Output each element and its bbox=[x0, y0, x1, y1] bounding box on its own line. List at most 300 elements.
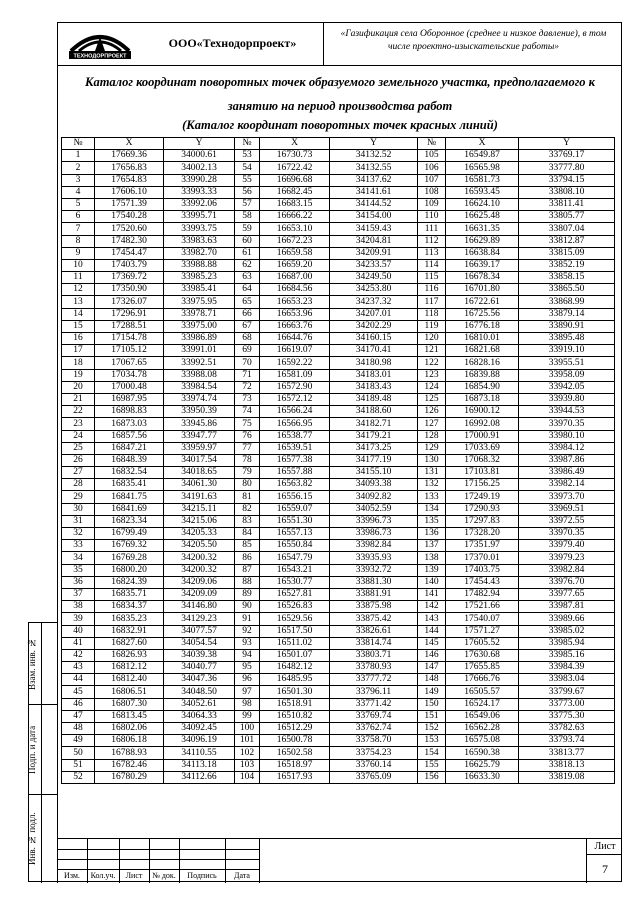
table-cell: 17403.79 bbox=[95, 259, 164, 271]
table-cell: 34132.55 bbox=[330, 162, 418, 174]
table-cell: 17571.27 bbox=[446, 625, 519, 637]
table-cell: 34207.01 bbox=[330, 308, 418, 320]
table-cell: 34002.13 bbox=[164, 162, 235, 174]
table-cell: 64 bbox=[235, 284, 260, 296]
table-row bbox=[62, 625, 615, 637]
table-cell: 68 bbox=[235, 333, 260, 345]
table-cell: 11 bbox=[62, 272, 95, 284]
table-cell: 34189.48 bbox=[330, 393, 418, 405]
table-cell: 17571.39 bbox=[95, 198, 164, 210]
table-cell: 34179.21 bbox=[330, 430, 418, 442]
table-cell: 57 bbox=[235, 198, 260, 210]
table-cell: 78 bbox=[235, 454, 260, 466]
table-cell: 16821.68 bbox=[446, 345, 519, 357]
table-cell: 50 bbox=[62, 747, 95, 759]
sheet-label: Лист bbox=[594, 841, 616, 852]
table-cell: 33982.70 bbox=[164, 247, 235, 259]
table-cell: 16556.15 bbox=[260, 491, 330, 503]
table-cell: 33969.51 bbox=[519, 503, 615, 515]
table-cell: 82 bbox=[235, 503, 260, 515]
table-cell: 16832.54 bbox=[95, 467, 164, 479]
table-row bbox=[62, 393, 615, 405]
side-cell-replacement bbox=[29, 623, 57, 705]
table-cell: 142 bbox=[418, 601, 446, 613]
table-cell: 16482.12 bbox=[260, 662, 330, 674]
table-cell: 126 bbox=[418, 406, 446, 418]
table-cell: 16659.20 bbox=[260, 259, 330, 271]
table-row bbox=[62, 662, 615, 674]
table-cell: 102 bbox=[235, 747, 260, 759]
table-cell: 16526.83 bbox=[260, 601, 330, 613]
table-cell: 33975.00 bbox=[164, 320, 235, 332]
table-cell: 16841.69 bbox=[95, 503, 164, 515]
table-cell: 16722.61 bbox=[446, 296, 519, 308]
table-row bbox=[62, 320, 615, 332]
table-cell: 14 bbox=[62, 308, 95, 320]
table-cell: 16813.45 bbox=[95, 710, 164, 722]
table-cell: 33975.95 bbox=[164, 296, 235, 308]
table-cell: 16847.21 bbox=[95, 442, 164, 454]
stamp-col-doc: № док. bbox=[152, 871, 176, 880]
table-cell: 34093.38 bbox=[330, 479, 418, 491]
table-cell: 93 bbox=[235, 637, 260, 649]
table-cell: 33985.94 bbox=[519, 637, 615, 649]
table-cell: 124 bbox=[418, 381, 446, 393]
table-row bbox=[62, 735, 615, 747]
table-cell: 40 bbox=[62, 625, 95, 637]
table-cell: 34233.57 bbox=[330, 259, 418, 271]
table-cell: 33983.63 bbox=[164, 235, 235, 247]
table-cell: 34183.01 bbox=[330, 369, 418, 381]
table-cell: 34064.33 bbox=[164, 710, 235, 722]
table-cell: 121 bbox=[418, 345, 446, 357]
table-cell: 3 bbox=[62, 174, 95, 186]
project-name: «Газификация села Оборонное (среднее и низкое давление), в том числе проектно-изыскательские работы» bbox=[340, 29, 607, 52]
table-cell: 43 bbox=[62, 662, 95, 674]
header-divider bbox=[323, 22, 324, 66]
table-cell: 33970.35 bbox=[519, 418, 615, 430]
table-cell: 33985.41 bbox=[164, 284, 235, 296]
table-cell: 16590.38 bbox=[446, 747, 519, 759]
table-cell: 16550.84 bbox=[260, 540, 330, 552]
table-cell: 150 bbox=[418, 698, 446, 710]
table-cell: 16722.42 bbox=[260, 162, 330, 174]
table-row bbox=[62, 333, 615, 345]
table-cell: 34146.80 bbox=[164, 601, 235, 613]
table-cell: 17 bbox=[62, 345, 95, 357]
table-cell: 55 bbox=[235, 174, 260, 186]
table-cell: 34188.60 bbox=[330, 406, 418, 418]
table-cell: 33865.50 bbox=[519, 284, 615, 296]
table-cell: 16835.41 bbox=[95, 479, 164, 491]
table-cell: 117 bbox=[418, 296, 446, 308]
table-cell: 33958.09 bbox=[519, 369, 615, 381]
table-cell: 16563.82 bbox=[260, 479, 330, 491]
table-cell: 16769.28 bbox=[95, 552, 164, 564]
table-cell: 16593.45 bbox=[446, 186, 519, 198]
table-cell: 71 bbox=[235, 369, 260, 381]
table-cell: 33794.15 bbox=[519, 174, 615, 186]
table-cell: 95 bbox=[235, 662, 260, 674]
table-cell: 5 bbox=[62, 198, 95, 210]
table-cell: 6 bbox=[62, 211, 95, 223]
table-cell: 33996.73 bbox=[330, 515, 418, 527]
table-cell: 17067.65 bbox=[95, 357, 164, 369]
table-cell: 154 bbox=[418, 747, 446, 759]
table-cell: 105 bbox=[418, 150, 446, 162]
table-row bbox=[62, 454, 615, 466]
table-row bbox=[62, 503, 615, 515]
table-cell: 16799.49 bbox=[95, 528, 164, 540]
table-cell: 17540.07 bbox=[446, 613, 519, 625]
table-row bbox=[62, 698, 615, 710]
table-cell: 33979.23 bbox=[519, 552, 615, 564]
column-header: Y bbox=[330, 138, 418, 150]
document-subtitle: (Каталог координат поворотных точек красных линий) bbox=[182, 118, 498, 132]
table-cell: 16684.56 bbox=[260, 284, 330, 296]
column-header: X bbox=[95, 138, 164, 150]
table-cell: 132 bbox=[418, 479, 446, 491]
table-cell: 33858.15 bbox=[519, 272, 615, 284]
table-cell: 34096.19 bbox=[164, 735, 235, 747]
table-cell: 16512.29 bbox=[260, 723, 330, 735]
table-cell: 34202.29 bbox=[330, 320, 418, 332]
table-cell: 33978.71 bbox=[164, 308, 235, 320]
table-row bbox=[62, 162, 615, 174]
table-cell: 17297.83 bbox=[446, 515, 519, 527]
table-cell: 33972.55 bbox=[519, 515, 615, 527]
table-cell: 75 bbox=[235, 418, 260, 430]
table-cell: 17369.72 bbox=[95, 272, 164, 284]
table-row bbox=[62, 613, 615, 625]
table-cell: 27 bbox=[62, 467, 95, 479]
table-cell: 16725.56 bbox=[446, 308, 519, 320]
coordinates-table bbox=[61, 137, 615, 784]
table-cell: 16812.12 bbox=[95, 662, 164, 674]
table-cell: 34159.43 bbox=[330, 223, 418, 235]
table-cell: 34052.59 bbox=[330, 503, 418, 515]
table-cell: 34132.52 bbox=[330, 150, 418, 162]
table-cell: 16592.22 bbox=[260, 357, 330, 369]
table-cell: 34182.71 bbox=[330, 418, 418, 430]
table-cell: 16806.18 bbox=[95, 735, 164, 747]
table-cell: 16672.23 bbox=[260, 235, 330, 247]
table-cell: 33773.00 bbox=[519, 698, 615, 710]
table-cell: 120 bbox=[418, 333, 446, 345]
table-cell: 39 bbox=[62, 613, 95, 625]
table-cell: 155 bbox=[418, 759, 446, 771]
table-cell: 16644.76 bbox=[260, 333, 330, 345]
table-row bbox=[62, 467, 615, 479]
table-cell: 33986.89 bbox=[164, 333, 235, 345]
side-label-replacement: Взам. инв. № bbox=[27, 637, 37, 691]
table-cell: 30 bbox=[62, 503, 95, 515]
table-cell: 8 bbox=[62, 235, 95, 247]
table-row bbox=[62, 564, 615, 576]
table-cell: 16823.34 bbox=[95, 515, 164, 527]
table-cell: 33942.05 bbox=[519, 381, 615, 393]
table-cell: 16824.39 bbox=[95, 576, 164, 588]
table-cell: 16769.32 bbox=[95, 540, 164, 552]
table-cell: 16835.71 bbox=[95, 588, 164, 600]
table-cell: 72 bbox=[235, 381, 260, 393]
table-row bbox=[62, 345, 615, 357]
table-cell: 44 bbox=[62, 674, 95, 686]
table-cell: 33992.51 bbox=[164, 357, 235, 369]
logo-text: ТЕХНОДОРПРОЕКТ bbox=[73, 53, 127, 60]
table-cell: 33993.75 bbox=[164, 223, 235, 235]
table-cell: 16701.80 bbox=[446, 284, 519, 296]
table-cell: 16828.16 bbox=[446, 357, 519, 369]
table-row bbox=[62, 430, 615, 442]
table-cell: 33947.77 bbox=[164, 430, 235, 442]
table-cell: 45 bbox=[62, 686, 95, 698]
table-cell: 33984.39 bbox=[519, 662, 615, 674]
table-cell: 34173.25 bbox=[330, 442, 418, 454]
table-cell: 16687.00 bbox=[260, 272, 330, 284]
table-cell: 16857.56 bbox=[95, 430, 164, 442]
table-cell: 34160.15 bbox=[330, 333, 418, 345]
table-cell: 17000.91 bbox=[446, 430, 519, 442]
table-cell: 33980.10 bbox=[519, 430, 615, 442]
table-cell: 16730.73 bbox=[260, 150, 330, 162]
table-cell: 16500.78 bbox=[260, 735, 330, 747]
stamp-col-sheet: Лист bbox=[125, 871, 143, 880]
table-cell: 16900.12 bbox=[446, 406, 519, 418]
table-cell: 16572.12 bbox=[260, 393, 330, 405]
table-cell: 33979.40 bbox=[519, 540, 615, 552]
table-cell: 116 bbox=[418, 284, 446, 296]
table-cell: 86 bbox=[235, 552, 260, 564]
table-cell: 34249.50 bbox=[330, 272, 418, 284]
table-cell: 101 bbox=[235, 735, 260, 747]
table-cell: 17520.60 bbox=[95, 223, 164, 235]
table-cell: 66 bbox=[235, 308, 260, 320]
table-cell: 17034.78 bbox=[95, 369, 164, 381]
table-cell: 33992.06 bbox=[164, 198, 235, 210]
table-cell: 18 bbox=[62, 357, 95, 369]
table-cell: 33987.86 bbox=[519, 454, 615, 466]
table-cell: 33771.42 bbox=[330, 698, 418, 710]
table-cell: 16629.89 bbox=[446, 235, 519, 247]
table-cell: 33754.23 bbox=[330, 747, 418, 759]
table-cell: 33758.70 bbox=[330, 735, 418, 747]
table-row bbox=[62, 223, 615, 235]
sheet-number: 7 bbox=[602, 862, 608, 876]
table-cell: 33986.49 bbox=[519, 467, 615, 479]
table-cell: 17630.68 bbox=[446, 649, 519, 661]
table-cell: 16653.96 bbox=[260, 308, 330, 320]
table-cell: 17068.32 bbox=[446, 454, 519, 466]
table-cell: 33982.84 bbox=[330, 540, 418, 552]
table-cell: 16511.02 bbox=[260, 637, 330, 649]
table-cell: 16806.51 bbox=[95, 686, 164, 698]
table-cell: 33945.86 bbox=[164, 418, 235, 430]
table-row bbox=[62, 211, 615, 223]
table-cell: 16529.56 bbox=[260, 613, 330, 625]
table-cell: 17654.83 bbox=[95, 174, 164, 186]
table-cell: 16549.87 bbox=[446, 150, 519, 162]
table-cell: 58 bbox=[235, 211, 260, 223]
table-cell: 34077.57 bbox=[164, 625, 235, 637]
table-cell: 16501.07 bbox=[260, 649, 330, 661]
table-cell: 16802.06 bbox=[95, 723, 164, 735]
table-cell: 16577.38 bbox=[260, 454, 330, 466]
table-cell: 33782.63 bbox=[519, 723, 615, 735]
table-cell: 73 bbox=[235, 393, 260, 405]
table-cell: 16666.22 bbox=[260, 211, 330, 223]
table-cell: 17482.30 bbox=[95, 235, 164, 247]
table-cell: 17156.25 bbox=[446, 479, 519, 491]
table-row bbox=[62, 198, 615, 210]
table-cell: 17666.76 bbox=[446, 674, 519, 686]
table-cell: 114 bbox=[418, 259, 446, 271]
table-cell: 16517.93 bbox=[260, 771, 330, 783]
table-cell: 16517.50 bbox=[260, 625, 330, 637]
table-cell: 33919.10 bbox=[519, 345, 615, 357]
table-cell: 17249.19 bbox=[446, 491, 519, 503]
table-cell: 87 bbox=[235, 564, 260, 576]
table-cell: 16839.88 bbox=[446, 369, 519, 381]
table-cell: 16557.13 bbox=[260, 528, 330, 540]
column-header: № bbox=[62, 138, 95, 150]
table-cell: 34039.38 bbox=[164, 649, 235, 661]
table-cell: 16631.35 bbox=[446, 223, 519, 235]
table-cell: 19 bbox=[62, 369, 95, 381]
table-cell: 34154.00 bbox=[330, 211, 418, 223]
table-cell: 16575.08 bbox=[446, 735, 519, 747]
table-cell: 112 bbox=[418, 235, 446, 247]
table-cell: 34141.61 bbox=[330, 186, 418, 198]
table-cell: 16572.90 bbox=[260, 381, 330, 393]
table-row bbox=[62, 637, 615, 649]
table-cell: 119 bbox=[418, 320, 446, 332]
table-cell: 16807.30 bbox=[95, 698, 164, 710]
table-cell: 32 bbox=[62, 528, 95, 540]
table-row bbox=[62, 649, 615, 661]
table-cell: 10 bbox=[62, 259, 95, 271]
table-cell: 17351.97 bbox=[446, 540, 519, 552]
table-cell: 77 bbox=[235, 442, 260, 454]
table-cell: 16848.39 bbox=[95, 454, 164, 466]
table-row bbox=[62, 588, 615, 600]
table-cell: 140 bbox=[418, 576, 446, 588]
table-cell: 35 bbox=[62, 564, 95, 576]
table-cell: 34040.77 bbox=[164, 662, 235, 674]
table-cell: 34205.50 bbox=[164, 540, 235, 552]
table-cell: 110 bbox=[418, 211, 446, 223]
table-cell: 125 bbox=[418, 393, 446, 405]
table-cell: 138 bbox=[418, 552, 446, 564]
table-cell: 34092.45 bbox=[164, 723, 235, 735]
side-cell-inventory bbox=[29, 795, 57, 883]
table-cell: 17403.75 bbox=[446, 564, 519, 576]
table-cell: 16549.06 bbox=[446, 710, 519, 722]
table-cell: 17606.10 bbox=[95, 186, 164, 198]
table-cell: 34253.80 bbox=[330, 284, 418, 296]
table-cell: 34237.32 bbox=[330, 296, 418, 308]
table-cell: 34129.23 bbox=[164, 613, 235, 625]
table-cell: 33985.02 bbox=[519, 625, 615, 637]
table-cell: 33769.74 bbox=[330, 710, 418, 722]
table-cell: 63 bbox=[235, 272, 260, 284]
table-cell: 16565.98 bbox=[446, 162, 519, 174]
table-cell: 118 bbox=[418, 308, 446, 320]
table-cell: 16987.95 bbox=[95, 393, 164, 405]
table-body bbox=[62, 150, 615, 784]
table-cell: 29 bbox=[62, 491, 95, 503]
table-cell: 115 bbox=[418, 272, 446, 284]
table-cell: 34144.52 bbox=[330, 198, 418, 210]
table-cell: 34054.54 bbox=[164, 637, 235, 649]
table-cell: 79 bbox=[235, 467, 260, 479]
table-cell: 91 bbox=[235, 613, 260, 625]
table-cell: 69 bbox=[235, 345, 260, 357]
table-row bbox=[62, 674, 615, 686]
table-row bbox=[62, 771, 615, 783]
table-cell: 7 bbox=[62, 223, 95, 235]
table-cell: 149 bbox=[418, 686, 446, 698]
table-cell: 90 bbox=[235, 601, 260, 613]
table-cell: 143 bbox=[418, 613, 446, 625]
table-cell: 16659.58 bbox=[260, 247, 330, 259]
table-cell: 33950.39 bbox=[164, 406, 235, 418]
table-cell: 65 bbox=[235, 296, 260, 308]
table-cell: 33976.70 bbox=[519, 576, 615, 588]
table-cell: 144 bbox=[418, 625, 446, 637]
table-cell: 34183.43 bbox=[330, 381, 418, 393]
table-cell: 38 bbox=[62, 601, 95, 613]
table-cell: 16581.73 bbox=[446, 174, 519, 186]
table-cell: 33986.73 bbox=[330, 528, 418, 540]
table-cell: 16505.57 bbox=[446, 686, 519, 698]
stamp-col-change: Изм. bbox=[64, 871, 80, 880]
table-cell: 16619.07 bbox=[260, 345, 330, 357]
column-header: X bbox=[446, 138, 519, 150]
table-cell: 24 bbox=[62, 430, 95, 442]
table-cell: 33818.13 bbox=[519, 759, 615, 771]
table-cell: 33932.72 bbox=[330, 564, 418, 576]
table-cell: 129 bbox=[418, 442, 446, 454]
table-cell: 16678.34 bbox=[446, 272, 519, 284]
table-cell: 103 bbox=[235, 759, 260, 771]
table-cell: 56 bbox=[235, 186, 260, 198]
table-cell: 34209.09 bbox=[164, 588, 235, 600]
table-cell: 128 bbox=[418, 430, 446, 442]
table-cell: 96 bbox=[235, 674, 260, 686]
table-cell: 16 bbox=[62, 333, 95, 345]
table-cell: 16841.75 bbox=[95, 491, 164, 503]
table-cell: 83 bbox=[235, 515, 260, 527]
table-cell: 33803.71 bbox=[330, 649, 418, 661]
table-cell: 16812.40 bbox=[95, 674, 164, 686]
table-cell: 34215.06 bbox=[164, 515, 235, 527]
table-cell: 23 bbox=[62, 418, 95, 430]
table-cell: 33808.10 bbox=[519, 186, 615, 198]
table-cell: 33983.04 bbox=[519, 674, 615, 686]
table-cell: 76 bbox=[235, 430, 260, 442]
table-cell: 16827.60 bbox=[95, 637, 164, 649]
table-row bbox=[62, 710, 615, 722]
table-cell: 16776.18 bbox=[446, 320, 519, 332]
table-cell: 17482.94 bbox=[446, 588, 519, 600]
table-cell: 137 bbox=[418, 540, 446, 552]
table-row bbox=[62, 381, 615, 393]
table-cell: 123 bbox=[418, 369, 446, 381]
table-cell: 153 bbox=[418, 735, 446, 747]
table-cell: 151 bbox=[418, 710, 446, 722]
table-cell: 17656.83 bbox=[95, 162, 164, 174]
